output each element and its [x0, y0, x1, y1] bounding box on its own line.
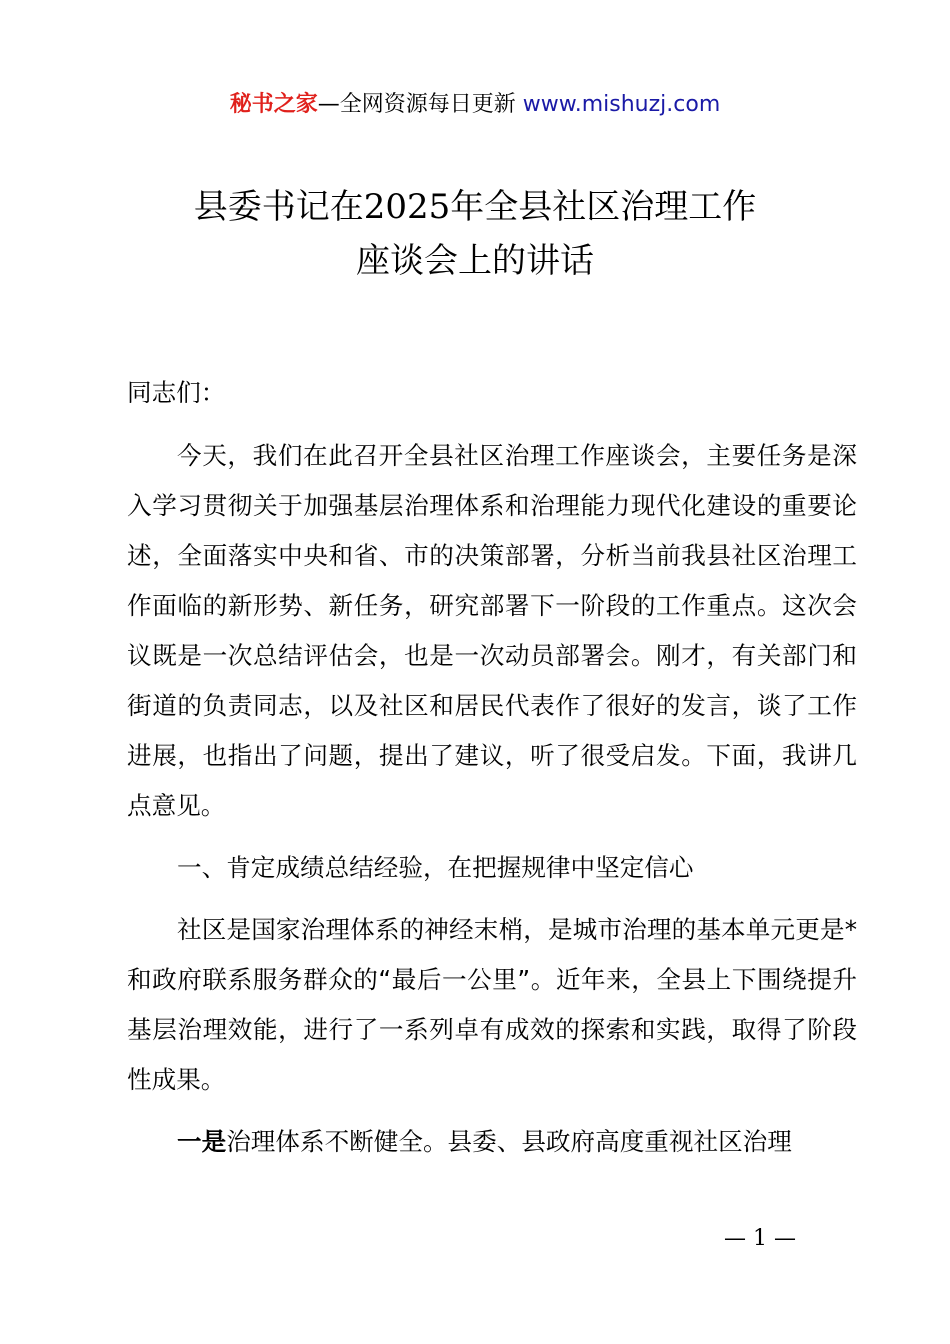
salutation: 同志们： — [127, 378, 226, 407]
brand-name: 秘书之家 — [229, 92, 318, 117]
site-url[interactable]: www.mishuzj.com — [522, 92, 721, 117]
section-heading-1: 一、肯定成绩总结经验，在把握规律中坚定信心 — [177, 853, 694, 882]
watermark-header — [0, 90, 950, 120]
header-tagline: —全网资源每日更新 — [317, 92, 516, 117]
page-number: — 1 — — [724, 1226, 796, 1251]
section-1-paragraph: 社区是国家治理体系的神经末梢，是城市治理的基本单元更是*和政府联系服务群众的“最后一公里”。近年来，全县上下围绕提升基层治理效能，进行了一系列卓有成效的探索和实践，取得了阶段性成果。 — [127, 915, 857, 1094]
point-1-paragraph — [127, 1117, 857, 1167]
point-1-text: 治理体系不断健全。县委、县政府高度重视社区治理 — [226, 1127, 792, 1156]
point-1-lead: 一是 — [177, 1127, 227, 1156]
document-title — [0, 180, 950, 288]
title-line-1: 县委书记在2025年全县社区治理工作 — [193, 187, 757, 227]
title-line-2: 座谈会上的讲话 — [356, 241, 594, 281]
opening-paragraph: 今天，我们在此召开全县社区治理工作座谈会，主要任务是深入学习贯彻关于加强基层治理体系和治理能力现代化建设的重要论述，全面落实中央和省、市的决策部署，分析当前我县社区治理工作面临的新形势、新任务，研究部署下一阶段的工作重点。这次会议既是一次总结评估会，也是一次动员部署会。刚才，有关部门和街道的负责同志，以及社区和居民代表作了很好的发言，谈了工作进展，也指出了问题，提出了建议，听了很受启发。下面，我讲几点意见。 — [127, 441, 857, 820]
